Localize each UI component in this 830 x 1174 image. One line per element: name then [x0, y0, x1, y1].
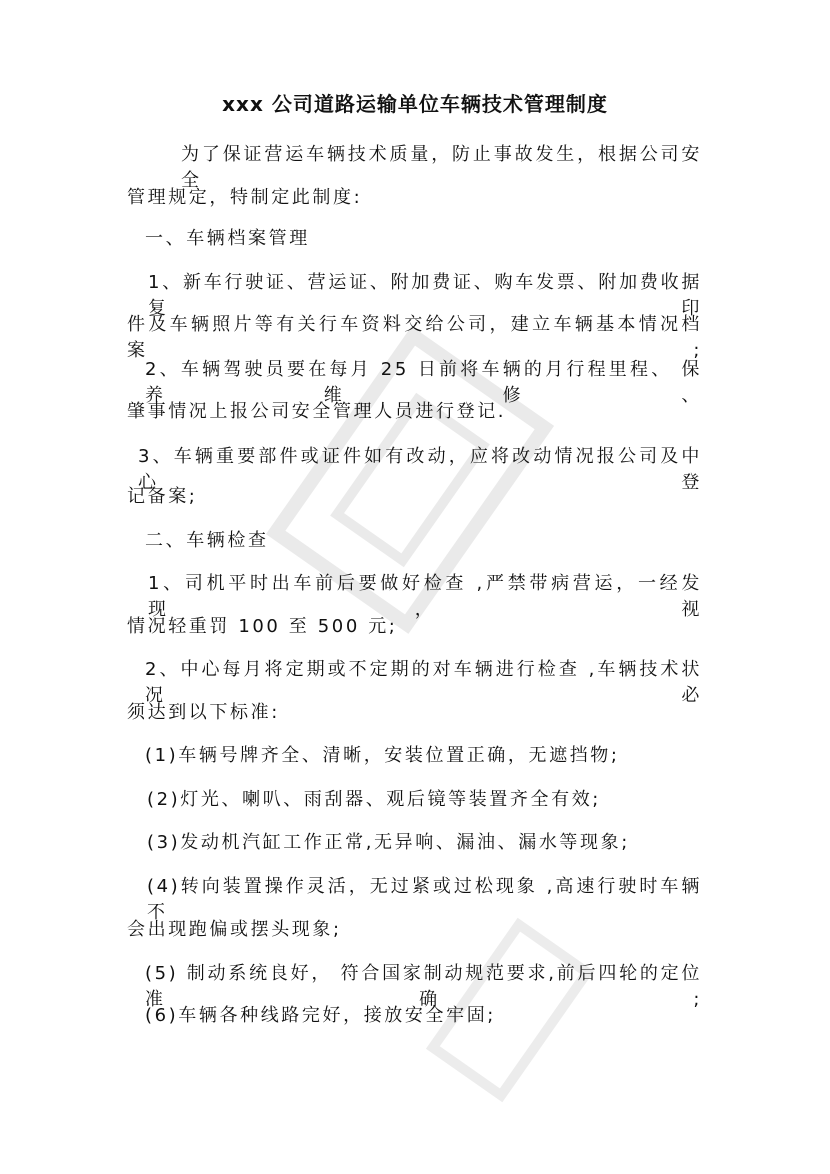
paragraph-line: 2、中心每月将定期或不定期的对车辆进行检查 ,车辆技术状况必	[145, 659, 702, 706]
paragraph-line: (4)转向装置操作灵活，无过紧或过松现象 ,高速行驶时车辆不	[147, 876, 702, 923]
paragraph-line: 1、新车行驶证、营运证、附加费证、购车发票、附加费收据复印	[148, 272, 702, 319]
paragraph-line: 记备案;	[127, 486, 198, 507]
paragraph-line: 管理规定，特制定此制度:	[127, 187, 363, 208]
paragraph-line: 会出现跑偏或摆头现象;	[127, 919, 342, 940]
paragraph-line: 情况轻重罚 100 至 500 元;	[127, 616, 398, 637]
paragraph-line: 3、车辆重要部件或证件如有改动，应将改动情况报公司及中心登	[138, 446, 702, 493]
paragraph-line: (6)车辆各种线路完好，接放安全牢固;	[145, 1005, 496, 1026]
paragraph-line: 一、车辆档案管理	[145, 228, 310, 249]
paragraph-line: (3)发动机汽缸工作正常,无异响、漏油、漏水等现象;	[147, 832, 630, 853]
document-title: xxx 公司道路运输单位车辆技术管理制度	[222, 92, 608, 116]
paragraph-line: 1、司机平时出车前后要做好检查 ,严禁带病营运，一经发现，视	[148, 573, 702, 620]
paragraph-line: 件及车辆照片等有关行车资料交给公司，建立车辆基本情况档案;	[127, 314, 702, 361]
paragraph-line: (2)灯光、喇叭、雨刮器、观后镜等装置齐全有效;	[147, 789, 601, 810]
paragraph-line: 2、车辆驾驶员要在每月 25 日前将车辆的月行程里程、 保养维修、	[145, 359, 702, 406]
paragraph-line: (5) 制动系统良好， 符合国家制动规范要求,前后四轮的定位准确;	[145, 963, 702, 1010]
paragraph-line: 肇事情况上报公司安全管理人员进行登记.	[127, 401, 507, 422]
paragraph-line: (1)车辆号牌齐全、清晰，安装位置正确，无遮挡物;	[145, 745, 620, 766]
paragraph-line: 为了保证营运车辆技术质量，防止事故发生，根据公司安全	[181, 144, 702, 191]
paragraph-line: 须达到以下标准:	[127, 702, 280, 723]
paragraph-line: 二、车辆检查	[145, 530, 269, 551]
